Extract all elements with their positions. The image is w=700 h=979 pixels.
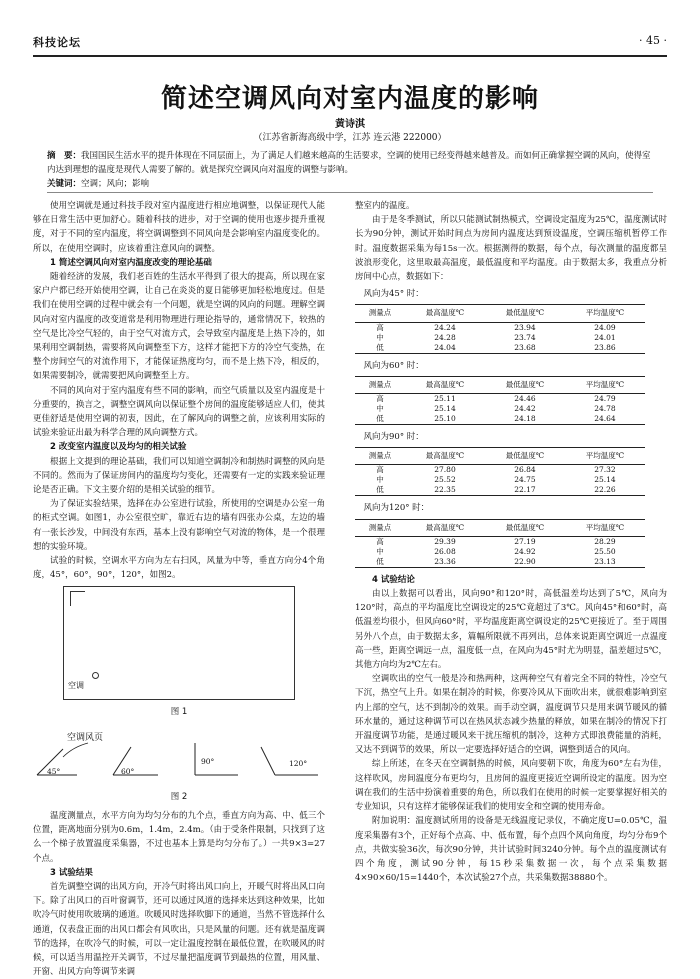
running-header [33, 34, 667, 52]
table-row [355, 536, 645, 547]
table-cell: 中 [376, 546, 384, 556]
fig2-label: 空调风页 [67, 732, 104, 743]
table-row [355, 394, 645, 405]
table-row [355, 485, 645, 496]
paragraph: 附加说明：温度测试所用的设备是无线温度记录仪，不确定度U=0.05℃，温度采集器有3个，正好每个点高、中、低布置，每个点四个风向角度，均匀分布9个点，共做实验36次，每次90分钟，共计试验时间3240分钟。每个点的温度测试有四个角度，测试90分钟，每15秒采集数据一次，每个点采集数据4×90×60/15=1440个，本次试验27个点，共采集数据38880个。 [355, 816, 667, 884]
abstract-block [47, 149, 653, 191]
page-number: · 45 · [639, 34, 667, 47]
table-cell: 低 [355, 414, 405, 425]
table-cell: 24.78 [594, 404, 616, 414]
figure-1-floorplan [63, 586, 295, 700]
table-header-cell: 平均温度℃ [565, 448, 645, 465]
table-cell: 27.32 [594, 465, 616, 475]
temperature-table [355, 376, 645, 425]
table-header-cell: 最低温度℃ [485, 305, 565, 322]
table-header-cell: 测量点 [355, 305, 405, 322]
table-row [355, 414, 645, 425]
abstract-label: 摘 要： [47, 151, 82, 161]
table-header-cell: 最高温度℃ [405, 519, 485, 536]
table-cell: 22.17 [485, 485, 565, 496]
section-heading-4: 4 试验结论 [372, 574, 415, 585]
table-cell: 22.35 [405, 485, 485, 496]
table-cell: 25.10 [405, 414, 485, 425]
ac-label: 空调 [68, 681, 84, 691]
table-cell: 23.13 [565, 557, 645, 568]
table-cell: 低 [355, 485, 405, 496]
table-cell: 25.52 [434, 475, 456, 485]
table-header-cell: 平均温度℃ [565, 376, 645, 393]
table-header-cell: 平均温度℃ [565, 305, 645, 322]
table-header-cell: 测量点 [355, 376, 405, 393]
table-cell: 24.75 [514, 475, 536, 485]
table-header-cell: 最低温度℃ [485, 448, 565, 465]
table-cell: 中 [376, 332, 384, 342]
table-header-cell: 测量点 [355, 519, 405, 536]
angle-label: 45° [47, 766, 61, 776]
data-tables [355, 287, 667, 568]
paragraph: 不同的风向对于室内温度有些不同的影响，而空气质量以及室内温度是十分重要的，换言之，调整空调风向以保证整个房间的温度能够适应人们，使其更佳舒适是使用空调的初衷，因此，在了解风向的调整之前，应该利用实际的试验来验证出最为科学合理的风向调整方式。 [33, 385, 325, 439]
abstract-text: 我国国民生活水平的提升体现在不同层面上，为了满足人们越来越高的生活要求，空调的使用已经变得越来越普及。而如何正确掌握空调的风向，使得室内达到理想的温度是现代人需要了解的。就是探究空调风向对温度的调整与影响。 [47, 151, 651, 175]
abstract [47, 149, 653, 177]
paragraph: 试验的时候，空调水平方向为左右扫风，风量为中等，垂直方向分4个角度，45°，60°，90°，120°，如图2。 [33, 556, 325, 581]
paragraph: 为了保证实验结果，选择在办公室进行试验，所使用的空调是办公室一角的柜式空调。如图1，办公室很空旷，靠近右边的墙有四张办公桌，左边的墙有一张长沙发，中间没有东西，基本上没有影响空气对流的物体，是一个很理想的实验环境。 [33, 499, 325, 552]
table-label: 风向为60° 时： [363, 360, 424, 371]
temperature-table [355, 304, 645, 353]
table-cell: 24.28 [434, 332, 456, 342]
table-row [355, 322, 645, 333]
table-header-cell: 最低温度℃ [485, 376, 565, 393]
table-header-cell: 平均温度℃ [565, 519, 645, 536]
figure-1-caption: 图 1 [170, 707, 188, 718]
header-rule [33, 55, 667, 57]
table-cell: 低 [355, 557, 405, 568]
angle-label: 90° [201, 756, 215, 766]
table-label: 风向为90° 时： [363, 432, 424, 443]
paragraph: 整室内的温度。 [355, 201, 415, 211]
table-cell: 26.08 [434, 546, 456, 556]
paragraph: 由于是冬季测试，所以只能测试制热模式，空调设定温度为25℃，温度测试时长为90分钟，测试开始时间点为房间内温度达到预设温度，空调压缩机暂停工作时。温度数据采集为每15s一次。根据测得的数据，每个点，每次测量的温度都呈波浪形变化，这里取最高温度，最低温度和平均温度。由于数据太多，我重点分析房间中心点，数据如下： [355, 215, 667, 283]
figure-2-angles [33, 725, 323, 785]
table-cell: 23.86 [565, 343, 645, 354]
table-label: 风向为45° 时： [363, 289, 424, 300]
table-cell: 高 [376, 536, 384, 546]
table-row [355, 333, 645, 343]
affiliation: （江苏省新海高级中学，江苏 连云港 222000） [253, 133, 447, 143]
table-cell: 22.90 [485, 557, 565, 568]
table-cell: 中 [376, 475, 384, 485]
section-heading-2: 2 改变室内温度以及均匀的相关试验 [50, 442, 187, 453]
table-cell: 24.01 [594, 332, 616, 342]
table-cell: 25.50 [594, 546, 616, 556]
angle-label: 60° [121, 766, 135, 776]
table-header-cell: 最高温度℃ [405, 376, 485, 393]
temperature-table [355, 447, 645, 496]
table-cell: 23.36 [405, 557, 485, 568]
paragraph: 温度测量点，水平方向为均匀分布的九个点，垂直方向为高、中、低三个位置，距离地面分别为0.6m，1.4m，2.4m。（由于受条件限制，只找到了这么一个梯子放置温度采集器，不过也基本上算是均匀分布了。）一共9×3=27个点。 [33, 810, 325, 864]
table-row [355, 343, 645, 354]
paragraph: 使用空调就是通过科技手段对室内温度进行相应地调整，以保证现代人能够在日常生活中更加舒心。随着科技的进步，对于空调的使用也逐步提升重视度，对于不同的室内温度，将空调调整到不同风向是会影响室内温度变化的。所以，在使用空调时，应该着重注意风向的调整。 [33, 201, 325, 254]
table-cell: 中 [376, 404, 384, 414]
table-cell: 低 [355, 343, 405, 354]
table-cell: 高 [376, 465, 384, 475]
table-header-cell: 最高温度℃ [405, 448, 485, 465]
table-cell: 27.19 [514, 536, 536, 546]
table-row [355, 475, 645, 485]
table-cell: 24.24 [434, 322, 456, 332]
door-icon [70, 591, 85, 606]
angle-label: 120° [289, 758, 308, 768]
section-heading-1: 1 简述空调风向对室内温度改变的理论基础 [50, 257, 212, 268]
author: 黄诗淇 [335, 119, 365, 130]
paragraph: 空调吹出的空气一般是冷和热两种，这两种空气有着完全不同的特性，冷空气下沉，热空气上升。如果在制冷的时候，你要冷风从下面吹出来，就很难影响到室内上部的空气，达不到制冷的效果。而手动空调，温度调节只是用来调节暖风的循环水量的，通过这种调节可以在热风状态减少热量的释放，如果在制冷的情况下打开温度调节功能，是通过暖风来干扰压缩机的制冷，这种方式即浪费能量的消耗，又达不到调节的效果，所以一定要选择好适合的空调，调整到适合的风向。 [355, 674, 667, 756]
table-row [355, 557, 645, 568]
table-cell: 24.09 [594, 322, 616, 332]
table-cell: 26.84 [514, 465, 536, 475]
table-row [355, 465, 645, 476]
table-cell: 25.11 [434, 394, 456, 404]
paragraph: 根据上文提到的理论基础，我们可以知道空调制冷和制热时调整的风向是不同的。然而为了保证房间内的温度均匀变化，还需要有一定的实践来验证理论是否正确。下文主要介绍的是相关试验的细节。 [33, 456, 325, 496]
table-cell: 22.26 [565, 485, 645, 496]
table-cell: 27.80 [434, 465, 456, 475]
table-cell: 24.18 [485, 414, 565, 425]
air-conditioner-icon [92, 672, 99, 679]
paper-title: 简述空调风向对室内温度的影响 [160, 84, 539, 114]
table-header-cell: 最低温度℃ [485, 519, 565, 536]
table-cell: 25.14 [594, 475, 616, 485]
keywords [47, 177, 653, 191]
table-row [355, 547, 645, 557]
table-row [355, 404, 645, 414]
table-cell: 23.94 [514, 322, 536, 332]
table-cell: 24.64 [565, 414, 645, 425]
section-heading-3: 3 试验结果 [50, 867, 93, 878]
table-header-cell: 测量点 [355, 448, 405, 465]
table-cell: 23.74 [514, 332, 536, 342]
paragraph: 随着经济的发展，我们老百姓的生活水平得到了很大的提高，所以现在家家户户都已经开始使用空调，让自己在炎炎的夏日能够更加轻松地度过。但是我们在使用空调的过程中就会有一个问题，就是空调的风向的问题。理解空调风向对室内温度的改变道常是利用物理进行理论指导的，通常情况下，较热的空气是比冷空气轻的，由于空气对流方式，会导致室内温度是上热下冷的，如果利用空调制热，需要将风向调整至下方，这样才能把下方的冷空气变热，在整个房间空气的对流作用下，才能保证热度均匀，而不是上热下冷，相反的，如果需要制冷，就需要把风向调整至上方。 [33, 272, 325, 382]
temperature-table [355, 519, 645, 568]
table-label: 风向为120° 时： [363, 503, 430, 514]
table-cell: 25.14 [434, 404, 456, 414]
left-column [33, 199, 325, 979]
paragraph: 综上所述，在冬天在空调制热的时候，风向要朝下吹，角度为60°左右为佳，这样吹风，房间温度分布更均匀，且房间的温度更接近空调所设定的温度。因为空调在我们的生活中扮演着重要的角色，所以我们在使用的时候一定要掌握好相关的专业知识，只有这样才能够保证我们的使用安全和空调的使用寿命。 [355, 759, 667, 813]
table-cell: 29.39 [434, 536, 456, 546]
keywords-label: 关键词： [47, 179, 82, 189]
abstract-rule [47, 192, 653, 193]
table-cell: 24.92 [514, 546, 536, 556]
paragraph: 首先调整空调的出风方向，开冷气时将出风口向上，开暖气时将出风口向下。除了出风口的百叶窗调节，还可以通过风道的选择来达到这种效果，比如吹冷气时使用吹玻璃的通道。吹暖风时选择吹脚下的通道，当然不管选择什么通道，仅表盘正面的出风口都会有风吹出，只是风量的问题。还有就是温度调节的选择，在吹冷气的时候，可以一定让温度控制在最低位置，在吹暖风的时候，可以适当用温控开关调节，不过尽量把温度调节到最热的位置，用风量、开窗、出风方向等调节来调 [33, 881, 325, 978]
journal-section: 科技论坛 [33, 36, 81, 49]
table-header-cell: 最高温度℃ [405, 305, 485, 322]
table-cell: 24.04 [405, 343, 485, 354]
table-cell: 24.46 [514, 394, 536, 404]
table-cell: 24.79 [594, 394, 616, 404]
table-cell: 高 [376, 322, 384, 332]
right-column [355, 199, 667, 885]
table-cell: 高 [376, 394, 384, 404]
table-cell: 28.29 [594, 536, 616, 546]
table-cell: 23.68 [485, 343, 565, 354]
table-cell: 24.42 [514, 404, 536, 414]
figure-2-caption: 图 2 [170, 791, 188, 802]
paragraph: 由以上数据可以看出，风向90°和120°时，高低温差均达到了5℃，风向为120°时，高点的平均温度比空调设定的25℃竟超过了3℃。风向45°和60°时，高低温差均很小，但风向60°时，平均温度距离空调设定的25℃更接近了。至于周围另外八个点，由于数据太多，篇幅所限就不再列出，总体来说距离空调近一点温度高一些，距离空调远一点，温度低一点，在风向为45°时尤为明显，温差超过5℃，其他方向均为2℃左右。 [355, 589, 667, 671]
keywords-text: 空调；风向；影响 [81, 179, 150, 189]
